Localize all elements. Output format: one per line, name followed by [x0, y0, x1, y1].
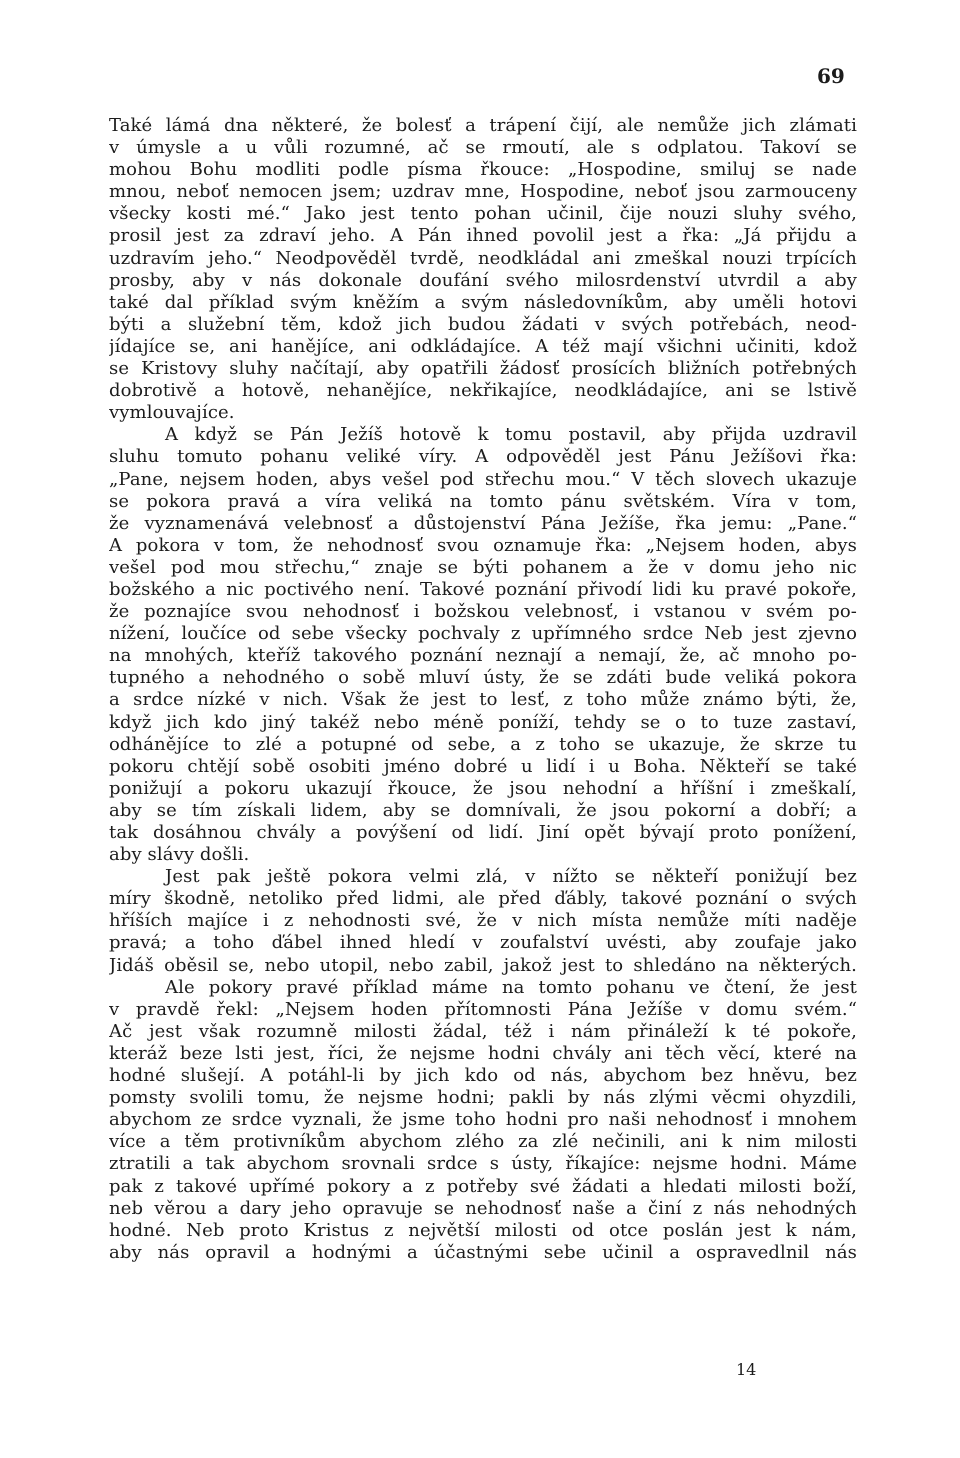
text-line: jídajíce se, ani hanějíce, ani odkládajíce. A též mají všichni učiniti, kdož — [109, 335, 857, 357]
text-line: hodné. Neb proto Kristus z největší milosti od otce poslán jest k nám, — [109, 1219, 857, 1241]
text-line: prosil jest za zdraví jeho. A Pán ihned povolil jest a řka: „Já přijdu a — [109, 225, 857, 247]
text-line: že poznajíce svou nehodnosť i božskou velebnosť, i vstanou v svém po- — [109, 601, 857, 623]
text-line: pravá; a toho ďábel ihned hledí v zoufalství uvésti, aby zoufaje jako — [109, 932, 857, 954]
text-line: že vyznamenává velebnosť a důstojenství Pána Ježíše, řka jemu: „Pane.“ — [109, 512, 857, 534]
text-line: se Kristovy sluhy načítají, aby opatřili žádosť prosících bližních potřebných — [109, 358, 857, 380]
text-line: v pravdě řekl: „Nejsem hoden přítomnosti Pána Ježíše v domu svém.“ — [109, 998, 857, 1020]
text-line: vymlouvajíce. — [109, 402, 235, 424]
text-line: mohou Bohu modliti podle písma řkouce: „Hospodine, smiluj se nade — [109, 159, 857, 181]
text-line: A když se Pán Ježíš hotově k tomu postavil, aby přijda uzdravil — [165, 424, 857, 446]
text-line: tak dosáhnou chvály a povýšení od lidí. Jiní opět bývají proto ponížení, — [109, 822, 857, 843]
text-line: nížení, loučíce od sebe všecky pochvaly z upřímného srdce Neb jest zjevno — [109, 623, 857, 645]
text-line: také dal příklad svým kněžím a svým následovníkům, aby uměli hotovi — [109, 291, 857, 313]
page-number: 69 — [817, 64, 845, 88]
text-line: prosby, aby v nás dokonale doufání svého milosrdenství utvrdil a aby — [109, 269, 857, 291]
text-line: sluhu tomuto pohanu veliké víry. A odpověděl jest Pánu Ježíšovi řka: — [109, 446, 857, 468]
text-line: odhánějíce to zlé a potupné od sebe, a z toho se ukazuje, že skrze tu — [109, 733, 857, 755]
text-line: hříších majíce i z nehodnosti své, že v nich místa nemůže míti naděje — [109, 910, 857, 932]
text-line: pomsty svolili tomu, že nejsme hodni; pakli by nás zlými věcmi ohyzdili, — [109, 1087, 857, 1109]
text-line: Ač jest však rozumně milosti žádal, též i nám přináleží k té pokoře, — [109, 1020, 857, 1042]
text-line: kteráž beze lsti jest, říci, že nejsme hodni chvály ani těch věcí, které na — [109, 1042, 857, 1064]
text-line: aby slávy došli. — [109, 844, 250, 866]
text-line: pokoru chtějí sobě osobiti jméno dobré u lidí i u Boha. Někteří se také — [109, 755, 857, 777]
text-line: hodné slušejí. A potáhl-li by jich kdo od nás, abychom bez hněvu, bez — [109, 1065, 857, 1087]
text-line: mnou, neboť nemocen jsem; uzdrav mne, Hospodine, neboť jsou zarmouceny — [109, 181, 857, 203]
text-line: dobrotivě a hotově, nehanějíce, nekřikajíce, neodkládajíce, ani se lstivě — [109, 380, 857, 402]
text-line: tupného a nehodného o sobě mluví ústy, že se zdáti bude veliká pokora — [109, 667, 857, 689]
text-line: když jich kdo jiný takéž nebo méně poníží, tehdy se o to tuze zastaví, — [109, 711, 857, 733]
text-line: pak z takové upřímé pokory a z potřeby své žádati a hledati milosti boží, — [109, 1175, 857, 1197]
text-line: Jest pak ještě pokora velmi zlá, v nížto se někteří ponižují bez — [165, 866, 857, 888]
text-line: býti a služební těm, kdož jich budou žádati v svých potřebách, neod- — [109, 313, 857, 335]
text-line: více a těm protivníkům abychom zlého za zlé nečinili, ani k nim milosti — [109, 1131, 857, 1153]
text-line: aby se tím získali lidem, aby se domnívali, že jsou pokorní a dobří; a — [109, 799, 857, 821]
body-text — [109, 115, 857, 1264]
text-line: se pokora pravá a víra veliká na tomto pánu světském. Víra v tom, — [109, 490, 857, 512]
text-line: Také lámá dna některé, že bolesť a trápení čijí, ale nemůže jich zlámati — [109, 115, 857, 136]
text-line: všecky kosti mé.“ Jako jest tento pohan učinil, čije nouzi sluhy svého, — [109, 203, 857, 225]
text-line: na mnohých, kteříž takového poznání neznají a nemají, že, ač mnoho po- — [109, 645, 857, 667]
text-line: ponižují a pokoru ukazují řkouce, že jsou nehodní a hříšní i zmeškalí, — [109, 777, 857, 799]
text-line: neb věrou a dary jeho opravuje se nehodnosť naše a činí z nás nehodných — [109, 1197, 857, 1219]
text-line: v úmysle a u vůli rozumné, ač se rmoutí, ale s odplatou. Takoví se — [109, 137, 857, 159]
text-line: Jidáš oběsil se, nebo utopil, nebo zabil, jakož jest to shledáno na některých. — [109, 954, 857, 976]
text-line: a srdce nízké v nich. Však že jest to lesť, z toho může známo býti, že, — [109, 689, 857, 711]
text-line: vešel pod mou střechu,“ znaje se býti pohanem a že v domu jeho nic — [109, 556, 857, 578]
text-line: božského a nic poctivého není. Takové poznání přivodí lidi ku pravé pokoře, — [109, 578, 857, 600]
signature-mark: 14 — [736, 1360, 757, 1379]
text-line: „Pane, nejsem hoden, abys vešel pod střechu mou.“ V těch slovech ukazuje — [109, 468, 857, 490]
text-line: aby nás opravil a hodnými a účastnými sebe učinil a ospravedlnil nás — [109, 1241, 857, 1263]
text-line: míry škodně, netoliko před lidmi, ale před ďábly, takové poznání o svých — [109, 888, 857, 910]
text-line: abychom ze srdce vyznali, že jsme toho hodni pro naši nehodnosť i mnohem — [109, 1109, 857, 1131]
text-line: Ale pokory pravé příklad máme na tomto pohanu ve čtení, že jest — [165, 976, 857, 998]
text-line: uzdravím jeho.“ Neodpověděl tvrdě, neodkládal ani zmeškal nouzi trpících — [109, 247, 857, 269]
text-line: ztratili a tak abychom srovnali srdce s ústy, říkajíce: nejsme hodni. Máme — [109, 1153, 857, 1175]
text-line: A pokora v tom, že nehodnosť svou oznamuje řka: „Nejsem hoden, abys — [109, 534, 857, 556]
